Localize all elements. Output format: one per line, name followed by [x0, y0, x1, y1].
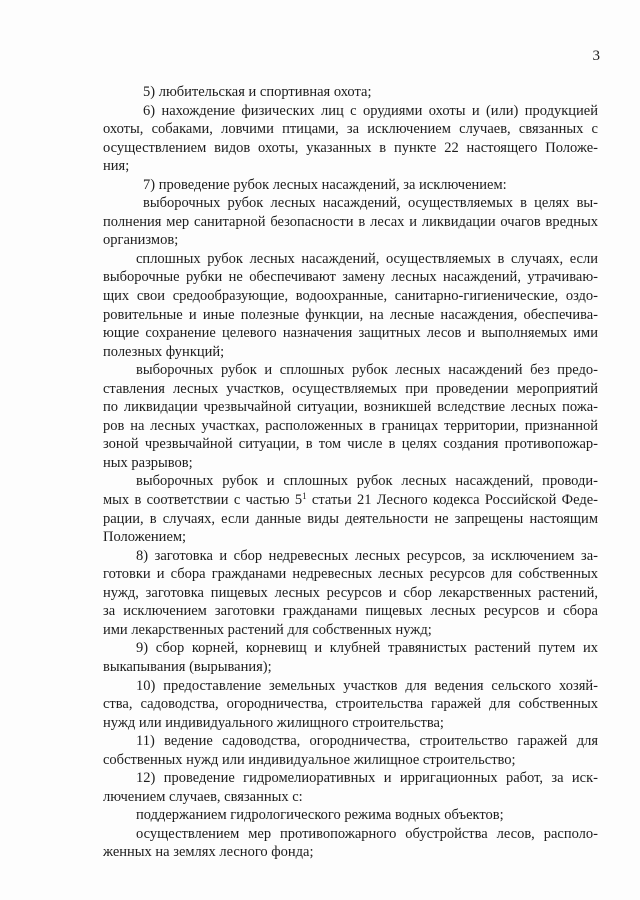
- text-line-content: лючением случаев, связанных с:: [103, 788, 303, 805]
- text-line: [103, 306, 598, 325]
- text-line: [103, 732, 598, 751]
- text-line-content: нужд, заготовка пищевых лесных ресурсов и сбор лекарственных растений,: [103, 584, 598, 601]
- text-line-content: по ликвидации чрезвычайной ситуации, возникшей вследствие лесных пожа-: [103, 399, 598, 416]
- text-line-content: сплошных рубок лесных насаждений, осуществляемых в случаях, если: [136, 250, 598, 267]
- text-line-content: 6) нахождение физических лиц с орудиями охоты и (или) продукцией: [143, 102, 598, 119]
- text-line-content: полезных функций;: [103, 343, 225, 360]
- text-line-content: 5) любительская и спортивная охота;: [143, 84, 372, 100]
- text-line: [103, 565, 598, 584]
- text-line-content: ния;: [103, 158, 130, 175]
- text-line-content: собственных нужд или индивидуальное жилищное строительство;: [103, 751, 516, 768]
- text-line-content: 12) проведение гидромелиоративных и ирригационных работ, за иск-: [136, 770, 598, 787]
- text-line: [103, 769, 598, 788]
- text-line-content: полнения мер санитарной безопасности в лесах и ликвидации очагов вредных: [103, 213, 598, 230]
- text-line: [103, 584, 598, 603]
- text-line-content: осуществлением видов охоты, указанных в пункте 22 настоящего Положе-: [103, 139, 598, 156]
- text-line-content: 8) заготовка и сбор недревесных лесных ресурсов, за исключением за-: [136, 547, 598, 564]
- text-line: [103, 250, 598, 269]
- text-line-content: выборочных рубок и сплошных рубок лесных насаждений без предо-: [136, 362, 598, 379]
- text-line-content: поддержанием гидрологического режима водных объектов;: [136, 807, 504, 824]
- text-line: [103, 658, 598, 677]
- text-line-content: ных разрывов;: [103, 454, 193, 471]
- text-line-content: нужд или индивидуального жилищного строительства;: [103, 714, 444, 731]
- text-line-content: щих свои средообразующие, водоохранные, санитарно-гигиенические, оздо-: [103, 288, 598, 305]
- text-line: [103, 639, 598, 658]
- text-line-content: зоной чрезвычайной ситуации, в том числе в целях создания противопожар-: [103, 436, 598, 453]
- text-line-content: выборочных рубок лесных насаждений, осуществляемых в целях вы-: [143, 195, 598, 212]
- text-line-content: ими лекарственных растений для собственных нужд;: [103, 621, 432, 638]
- text-line: [103, 361, 598, 380]
- text-line-content: ства, садоводства, огородничества, строительства гаражей для собственных: [103, 696, 598, 713]
- text-line: [103, 231, 598, 250]
- text-line: [103, 510, 598, 529]
- text-line-content: охоты, собаками, ловчими птицами, за исключением случаев, связанных с: [103, 121, 598, 138]
- text-line-content: 9) сбор корней, корневищ и клубней травянистых растений путем их: [136, 640, 598, 657]
- text-line-content: выкапывания (вырывания);: [103, 658, 272, 675]
- text-line-content: выборочных рубок и сплошных рубок лесных насаждений, проводи-: [136, 473, 598, 490]
- text-line-content: ровительные и иные полезные функции, на лесные насаждения, обеспечива-: [103, 306, 598, 323]
- text-line: [103, 528, 598, 547]
- text-line-content: рации, в случаях, если данные виды деятельности не запрещены настоящим: [103, 510, 598, 527]
- text-line: [103, 547, 598, 566]
- text-line-content: Положением;: [103, 529, 187, 546]
- text-line: [103, 268, 598, 287]
- text-line: [103, 695, 598, 714]
- text-line-content: 10) предоставление земельных участков для ведения сельского хозяй-: [136, 677, 598, 694]
- text-line-content: ставления лесных участков, осуществляемых при проведении мероприятий: [103, 380, 598, 397]
- text-line: [103, 417, 598, 436]
- text-line: [103, 343, 598, 362]
- page-number: 3: [592, 48, 600, 64]
- text-line: [103, 806, 598, 825]
- text-line: [103, 324, 598, 343]
- text-line: [103, 788, 598, 807]
- text-line: [103, 602, 598, 621]
- text-line: [103, 472, 598, 491]
- text-line: [103, 714, 598, 733]
- text-line-content: ющие сохранение целевого назначения защитных лесов и выполняемых ими: [103, 325, 598, 342]
- text-line-content: готовки и сбора гражданами недревесных лесных ресурсов для собственных: [103, 566, 598, 583]
- text-line: [103, 435, 598, 454]
- text-line: [103, 380, 598, 399]
- text-line-content: женных на землях лесного фонда;: [103, 844, 314, 861]
- text-line: [103, 398, 598, 417]
- text-line: [103, 194, 598, 213]
- text-line: [103, 83, 598, 102]
- text-line: [103, 751, 598, 770]
- text-line-content: 7) проведение рубок лесных насаждений, за исключением:: [143, 176, 507, 193]
- text-line-content: организмов;: [103, 232, 179, 249]
- text-line-content: осуществлением мер противопожарного обустройства лесов, располо-: [136, 825, 598, 842]
- text-line-content: 11) ведение садоводства, огородничества, строительство гаражей для: [136, 733, 598, 750]
- text-line: [103, 454, 598, 473]
- text-line-continuation: статьи 21 Лесного кодекса Российской Феде-: [306, 492, 598, 509]
- superscript: 1: [302, 491, 307, 502]
- text-line: [103, 843, 598, 862]
- text-line: [103, 120, 598, 139]
- text-line: [103, 491, 598, 510]
- text-line-content: за исключением заготовки гражданами пищевых лесных ресурсов и сбора: [103, 603, 598, 620]
- text-line: [103, 213, 598, 232]
- regulation-text: [103, 83, 598, 862]
- text-line: [103, 176, 598, 195]
- text-line-content: мых в соответствии с частью 5: [103, 492, 303, 509]
- text-line: [103, 677, 598, 696]
- text-line-content: выборочные рубки не обеспечивают замену лесных насаждений, утрачиваю-: [103, 269, 598, 286]
- text-line: [103, 287, 598, 306]
- text-line: [103, 621, 598, 640]
- text-line: [103, 139, 598, 158]
- text-line-content: ров на лесных участках, расположенных в границах территории, признанной: [103, 417, 598, 434]
- text-line: [103, 825, 598, 844]
- text-line: [103, 102, 598, 121]
- text-line: [103, 157, 598, 176]
